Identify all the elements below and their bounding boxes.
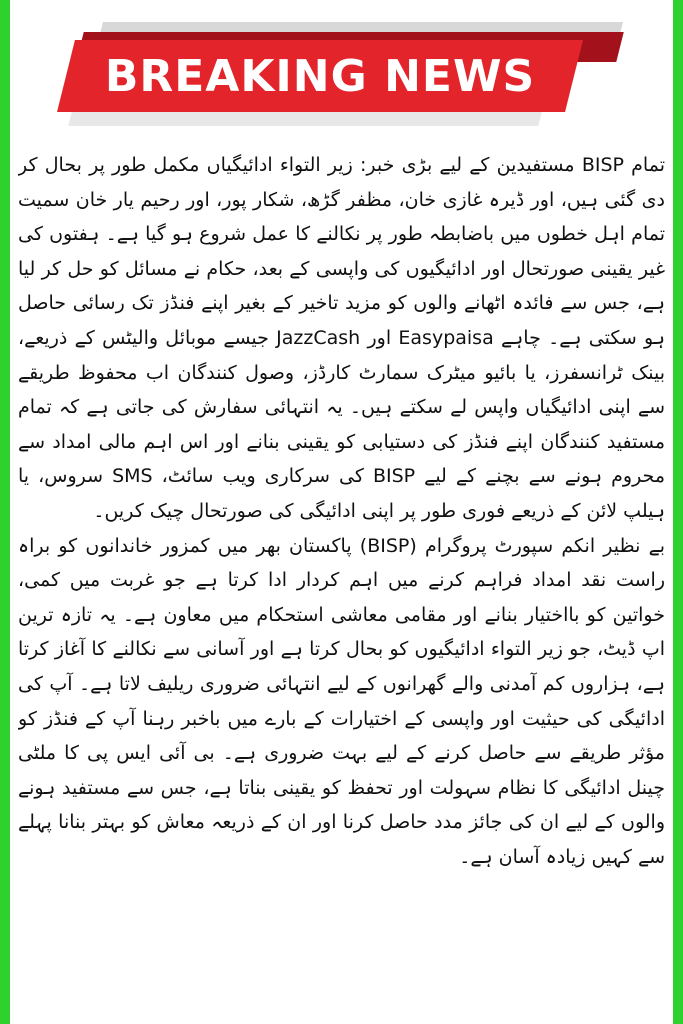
banner-title: BREAKING NEWS — [104, 50, 536, 102]
article-body — [18, 148, 665, 1018]
breaking-news-banner — [10, 0, 673, 148]
article-paragraph: بے نظیر انکم سپورٹ پروگرام (BISP) پاکستان بھر میں کمزور خاندانوں کو براہ راست نقد امداد فراہم کرنے میں اہم کردار ادا کرتا ہے جو غربت میں کمی، خواتین کو بااختیار بنانے اور مقامی معاشی استحکام میں معاون ہے۔ یہ تازہ ترین اپ ڈیٹ، جو زیر التواء ادائیگیوں کو بحال کرتا ہے اور آسانی سے نکالنے کا آغاز کرتا ہے، ہزاروں کم آمدنی والے گھرانوں کے لیے انتہائی ضروری ریلیف لاتا ہے۔ آپ کی ادائیگی کی حیثیت اور واپسی کے اختیارات کے بارے میں باخبر رہنا آپ کے فنڈز کو مؤثر طریقے سے حاصل کرنے کے لیے بہت ضروری ہے۔ بی آئی ایس پی کا ملٹی چینل ادائیگی کا نظام سہولت اور تحفظ کو یقینی بناتا ہے، جس سے مستفید ہونے والوں کے لیے ان کی جائز مدد حاصل کرنا اور ان کے ذریعہ معاش کو بہتر بنانا پہلے سے کہیں زیادہ آسان ہے۔ — [18, 534, 665, 868]
banner-light-shape — [68, 112, 541, 126]
article-paragraph: تمام BISP مستفیدین کے لیے بڑی خبر: زیر التواء ادائیگیاں مکمل طور پر بحال کر دی گئی ہیں، اور ڈیرہ غازی خان، مظفر گڑھ، شکار پور، اور رحیم یار خان سمیت تمام اہل خطوں میں باضابطہ طور پر نکالنے کا عمل شروع ہو گیا ہے۔ ہفتوں کی غیر یقینی صورتحال اور ادائیگیوں کی واپسی کے بعد، حکام نے مسائل کو حل کر لیا ہے، جس سے فائدہ اٹھانے والوں کو مزید تاخیر کے بغیر اپنے فنڈز تک رسائی حاصل ہو سکتی ہے۔ چاہے Easypaisa اور JazzCash جیسے موبائل والیٹس کے ذریعے، بینک ٹرانسفرز، یا بائیو میٹرک سمارٹ کارڈز، وصول کنندگان اب محفوظ طریقے سے اپنی ادائیگیاں واپس لے سکتے ہیں۔ یہ انتہائی سفارش کی جاتی ہے کہ تمام مستفید کنندگان اپنے فنڈز کی دستیابی کو یقینی بنانے اور اس اہم مالی امداد سے محروم ہونے سے بچنے کے لیے BISP کی سرکاری ویب سائٹ، SMS سروس، یا ہیلپ لائن کے ذریعے فوری طور پر اپنی ادائیگی کی صورتحال چیک کریں۔ — [18, 154, 665, 522]
